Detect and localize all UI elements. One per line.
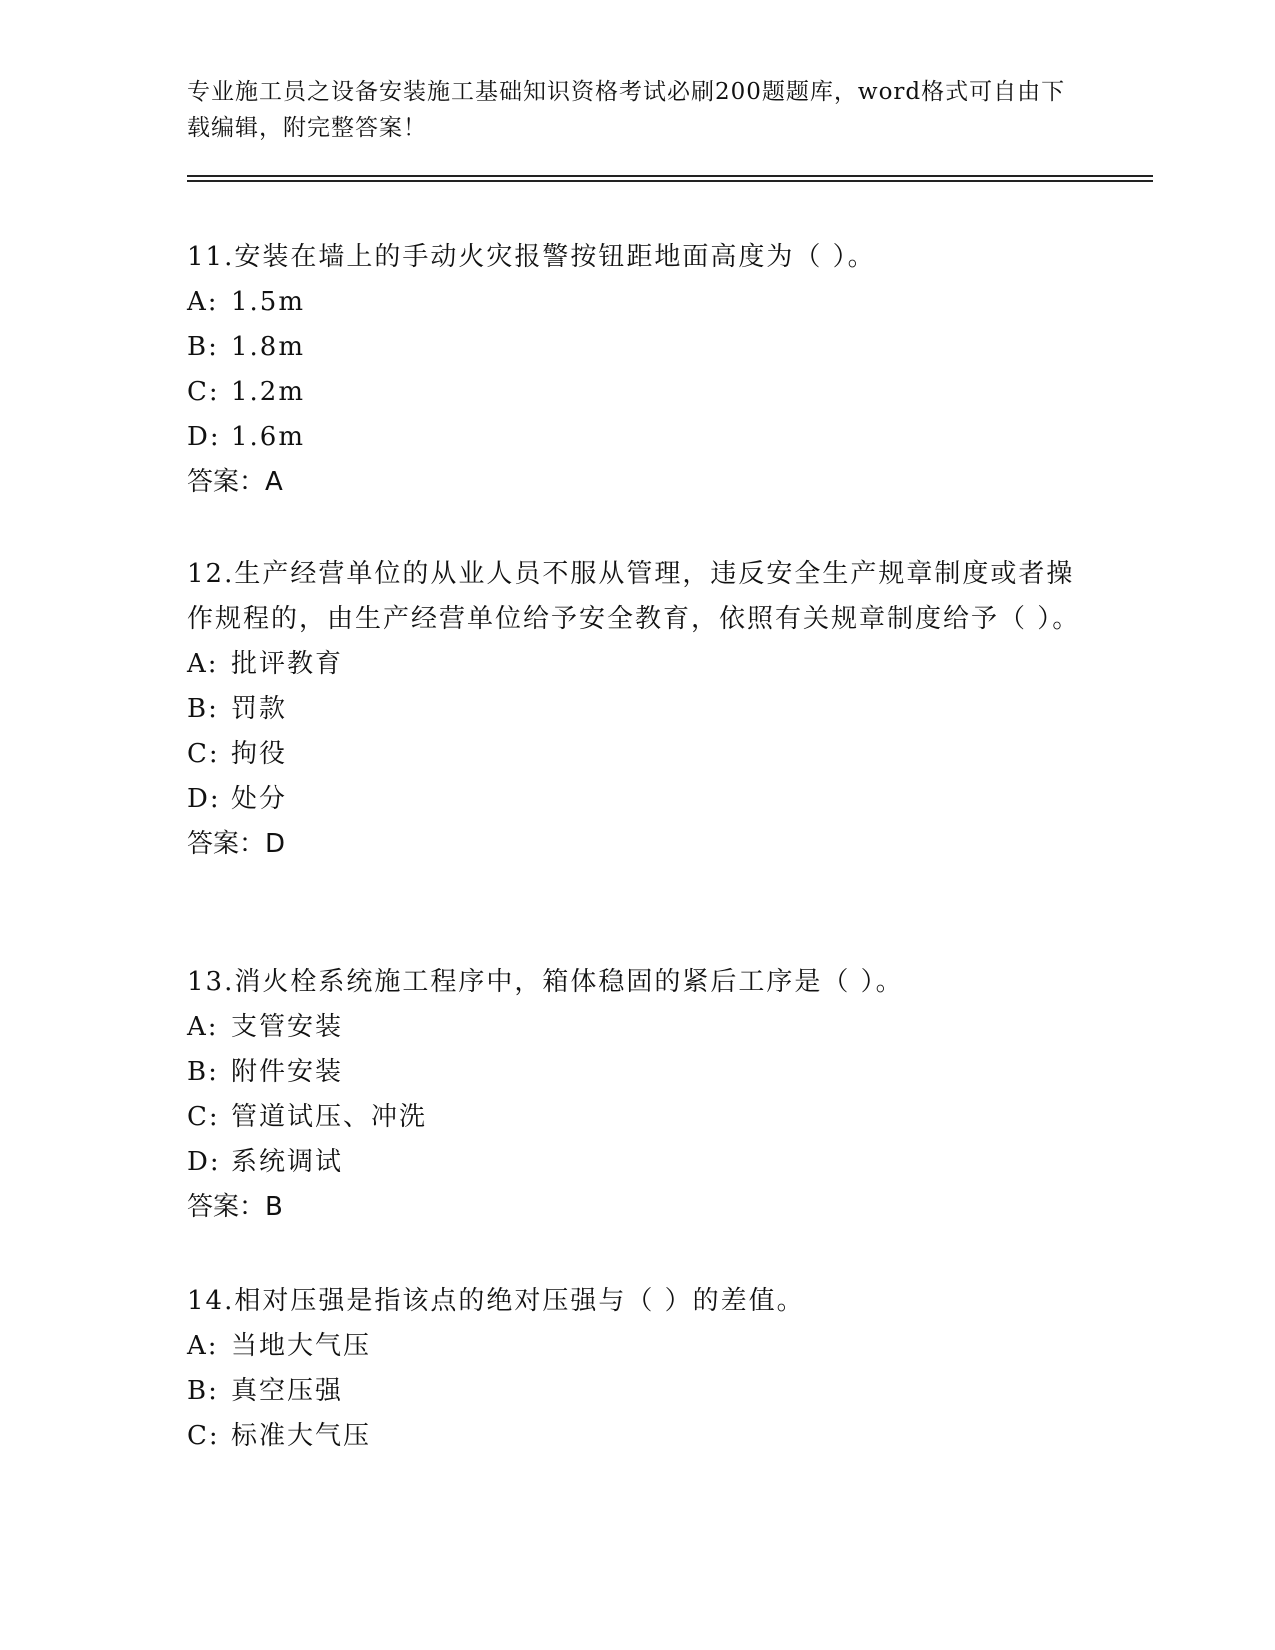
option-text: 系统调试 <box>231 1147 344 1177</box>
option-text: 拘役 <box>231 739 288 769</box>
option-letter: A: <box>187 287 219 317</box>
option-text: 处分 <box>231 784 288 814</box>
option-text: 罚款 <box>231 694 288 724</box>
option-letter: A: <box>187 649 219 679</box>
option-letter: C: <box>187 1102 220 1132</box>
option-letter: D: <box>187 1147 221 1177</box>
option-d <box>187 415 1087 460</box>
answer-line: 答案：B <box>187 1192 283 1222</box>
option-letter: B: <box>187 1057 219 1087</box>
question-stem: 13.消火栓系统施工程序中，箱体稳固的紧后工序是（ ）。 <box>187 967 904 997</box>
option-b <box>187 1369 1087 1414</box>
option-c <box>187 1414 1087 1459</box>
option-c <box>187 732 1087 777</box>
option-text: 支管安装 <box>231 1012 344 1042</box>
option-a <box>187 280 1087 325</box>
option-d <box>187 1140 1087 1185</box>
option-letter: B: <box>187 1376 219 1406</box>
header-divider-bottom <box>187 180 1153 182</box>
option-text: 当地大气压 <box>231 1331 372 1361</box>
header-divider-top <box>187 175 1153 177</box>
option-letter: C: <box>187 377 220 407</box>
answer-line: 答案：D <box>187 829 286 859</box>
option-text: 附件安装 <box>231 1057 344 1087</box>
option-c <box>187 370 1087 415</box>
option-letter: A: <box>187 1012 219 1042</box>
option-letter: A: <box>187 1331 219 1361</box>
option-c <box>187 1095 1087 1140</box>
question-12 <box>187 552 1087 867</box>
option-a <box>187 1005 1087 1050</box>
document-header: 专业施工员之设备安装施工基础知识资格考试必刷200题题库，word格式可自由下载编辑，附完整答案！ <box>187 79 1066 141</box>
option-text: 1.8m <box>231 332 306 362</box>
option-d <box>187 777 1087 822</box>
option-letter: B: <box>187 332 219 362</box>
option-a <box>187 642 1087 687</box>
option-text: 真空压强 <box>231 1376 344 1406</box>
question-14 <box>187 1279 1087 1459</box>
answer-line: 答案：A <box>187 467 283 497</box>
question-stem: 12.生产经营单位的从业人员不服从管理，违反安全生产规章制度或者操作规程的，由生产经营单位给予安全教育，依照有关规章制度给予（ ）。 <box>187 559 1081 634</box>
option-text: 管道试压、冲洗 <box>231 1102 428 1132</box>
option-letter: C: <box>187 739 220 769</box>
option-text: 标准大气压 <box>231 1421 372 1451</box>
option-text: 1.2m <box>231 377 306 407</box>
option-letter: C: <box>187 1421 220 1451</box>
question-11 <box>187 235 1087 505</box>
option-a <box>187 1324 1087 1369</box>
option-letter: D: <box>187 784 221 814</box>
question-13 <box>187 960 1087 1230</box>
option-b <box>187 687 1087 732</box>
question-stem: 11.安装在墙上的手动火灾报警按钮距地面高度为（ ）。 <box>187 242 876 272</box>
option-text: 1.6m <box>231 422 306 452</box>
option-letter: D: <box>187 422 221 452</box>
option-b <box>187 1050 1087 1095</box>
option-letter: B: <box>187 694 219 724</box>
option-text: 1.5m <box>231 287 306 317</box>
option-text: 批评教育 <box>231 649 344 679</box>
question-stem: 14.相对压强是指该点的绝对压强与（ ）的差值。 <box>187 1286 805 1316</box>
option-b <box>187 325 1087 370</box>
